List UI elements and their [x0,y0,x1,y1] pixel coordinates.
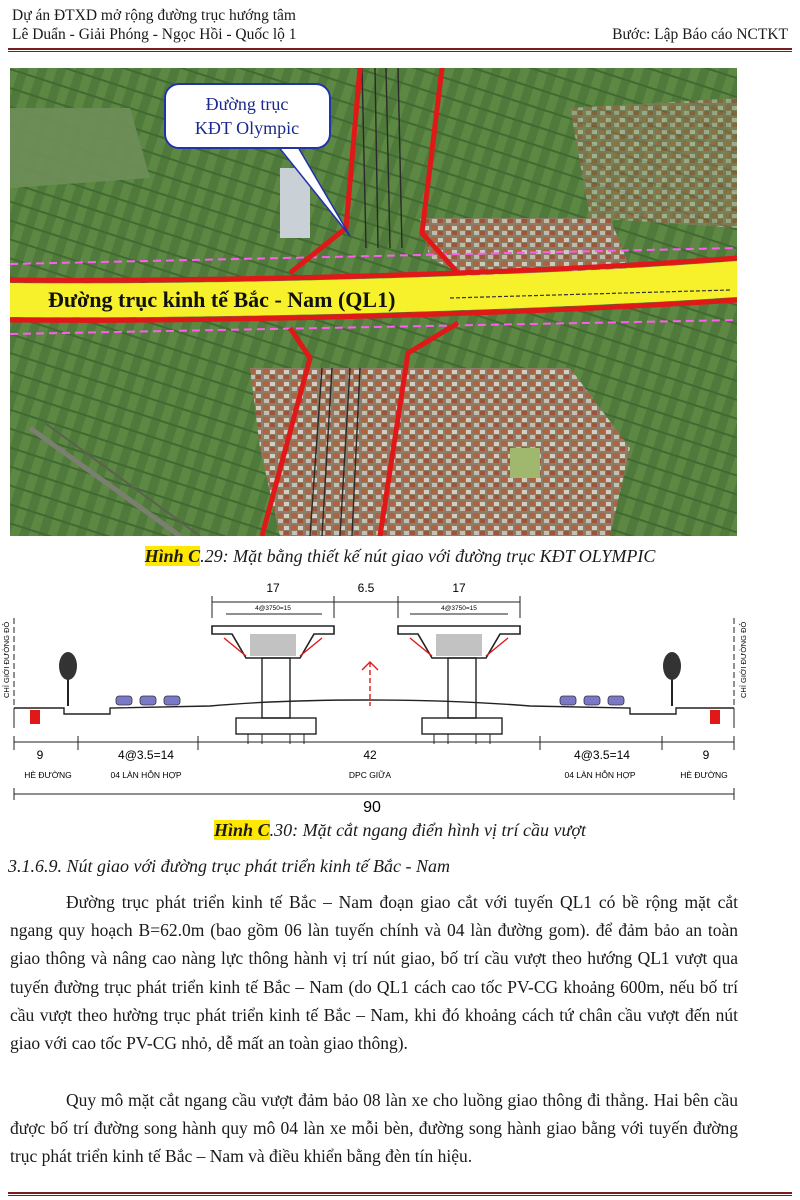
label-median: DPC GIỮA [348,770,392,780]
page-header [12,6,788,44]
figure-caption-29-lead: Hình C [144,546,201,566]
label-sidewalk-left: HÈ ĐƯỜNG [24,770,72,780]
red-line-label-right: CHỈ GIỚI ĐƯỜNG ĐỎ [739,621,748,698]
satellite-plan-svg [10,68,737,536]
road-label: Đường trục kinh tế Bắc - Nam (QL1) [48,287,396,312]
dim-lanes-left: 4@3.5=14 [118,748,174,762]
figure-caption-30 [0,820,800,841]
label-lanes-right: 04 LÀN HỖN HỢP [564,770,636,780]
tree-icon [59,652,77,706]
callout-line-1: Đường trục [205,94,289,114]
figure-caption-30-text: .30: Mặt cắt ngang điển hình vị trí cầu vượt [269,820,586,840]
header-route: Lê Duẩn - Giải Phóng - Ngọc Hồi - Quốc lộ 1 [12,26,297,43]
figure-caption-29 [0,546,800,567]
red-line-label-left: CHỈ GIỚI ĐƯỜNG ĐỎ [2,621,11,698]
header-stage: Bước: Lập Báo cáo NCTKT [612,26,788,43]
figure-caption-30-lead: Hình C [214,820,270,840]
figure-caption-29-text: .29: Mặt bằng thiết kế nút giao với đường trục KĐT OLYMPIC [200,546,656,566]
dim-total-width: 90 [363,799,381,816]
body-paragraph-1: Đường trục phát triển kinh tế Bắc – Nam đoạn giao cắt với tuyến QL1 có bề rộng mặt cắt ngang quy hoạch B=62.0m (bao gồm 06 làn tuyến chính và 04 làn đường gom). để đảm bảo an toàn giao thông và nâng cao nàng lực thông hành vị trí nút giao, bố trí cầu vượt theo hướng QL1 vượt qua tuyến đường trục phát triển kinh tế Bắc – Nam (do QL1 cách cao tốc PV-CG khoảng 600m, nếu bố trí cầu vượt theo hường trục phát triển kinh tế Bắc – Nam, khi đó khoảng cách tứ chân cầu vượt đến nút giao với cao tốc PV-CG nhỏ, dễ mất an toàn giao thông). [10,892,738,1054]
section-heading: 3.1.6.9. Nút giao với đường trục phát triển kinh tế Bắc - Nam [8,856,450,876]
dim-deck-left: 17 [266,581,280,595]
dim-gap: 6.5 [357,581,375,595]
header-rule [8,48,792,52]
footer-rule [8,1192,792,1196]
dim-deck-left-sub: 4@3750=15 [255,605,291,612]
dim-deck-right-sub: 4@3750=15 [441,605,477,612]
tree-icon [663,652,681,706]
label-sidewalk-right: HÈ ĐƯỜNG [680,770,728,780]
dim-median: 42 [363,748,377,762]
dim-sidewalk-right: 9 [702,748,710,762]
dim-deck-right: 17 [452,581,466,595]
dim-sidewalk-left: 9 [36,748,44,762]
satellite-plan-image [10,68,737,536]
label-lanes-left: 04 LÀN HỖN HỢP [110,770,182,780]
callout-line-2: KĐT Olympic [194,118,300,138]
body-paragraph-2: Quy mô mặt cắt ngang cầu vượt đảm bảo 08 làn xe cho luồng giao thông đi thẳng. Hai bên cầu được bố trí đường song hành quy mô 04 làn xe mỗi bèn, đường song hành giao bằng với tuyến đường trục phát triển kinh tế Bắc – Nam và điều khiển bằng đèn tín hiệu. [10,1090,738,1167]
dim-lanes-right: 4@3.5=14 [574,748,630,762]
header-project-title: Dự án ĐTXD mở rộng đường trục hướng tâm [12,7,296,24]
